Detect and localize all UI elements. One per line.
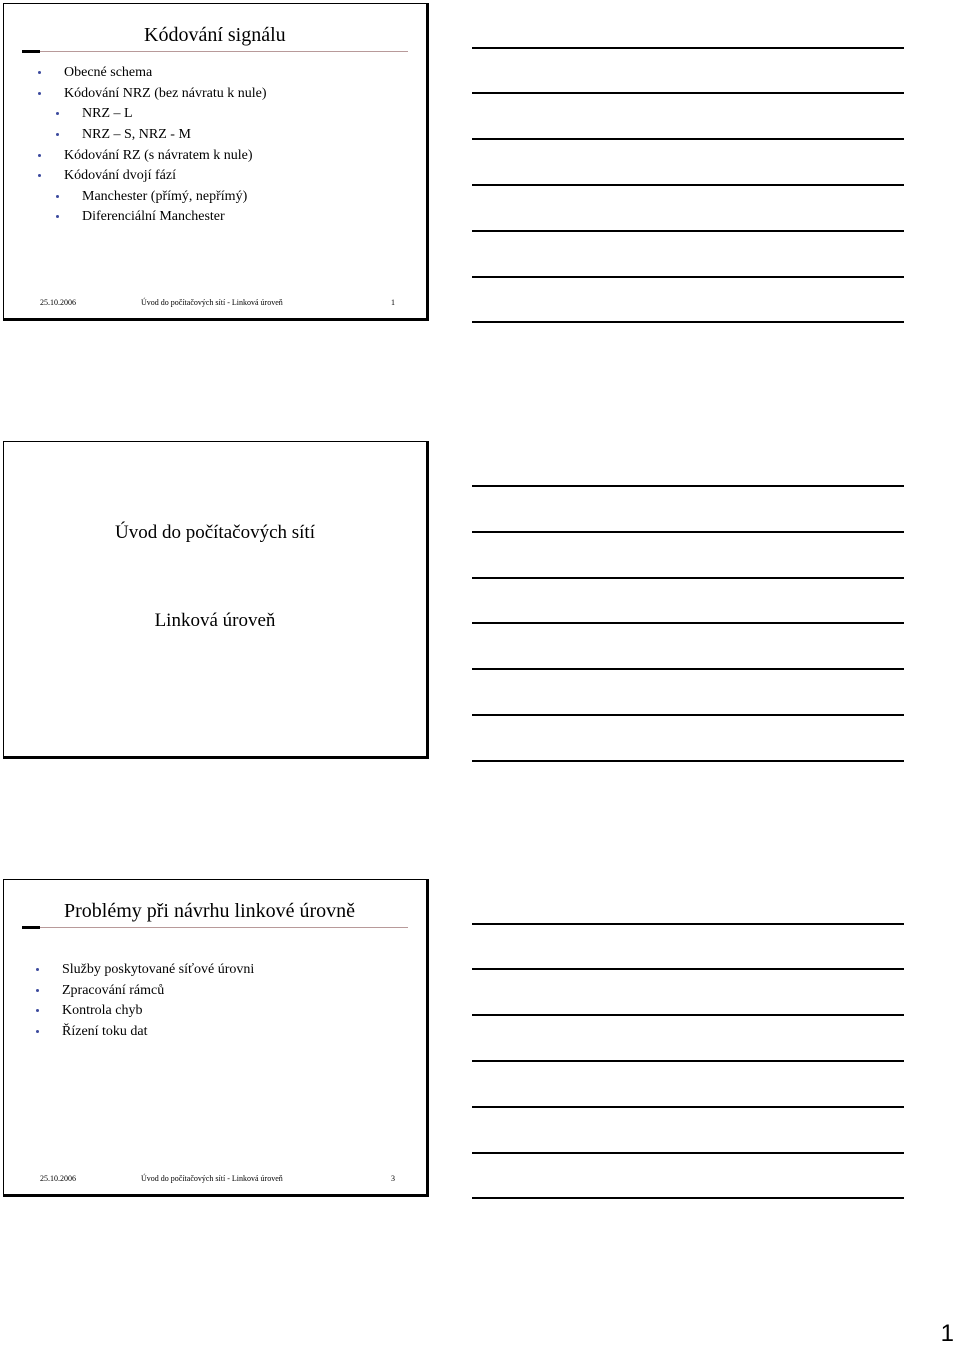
title-rule (40, 51, 408, 52)
note-line (472, 1060, 904, 1062)
bullet-dot-icon (56, 215, 59, 218)
note-line (472, 92, 904, 94)
bullet-dot-icon (56, 133, 59, 136)
list-item: Kódování dvojí fází (64, 168, 176, 184)
list-item: Kódování NRZ (bez návratu k nule) (64, 86, 267, 102)
footer-slide-number: 3 (391, 1174, 395, 1183)
list-item: NRZ – L (82, 106, 133, 122)
note-line (472, 577, 904, 579)
list-item: Diferenciální Manchester (82, 209, 225, 225)
list-item: Řízení toku dat (62, 1024, 148, 1040)
note-line (472, 47, 904, 49)
note-line (472, 1106, 904, 1108)
slide-2 (3, 441, 429, 759)
note-line (472, 276, 904, 278)
note-line (472, 714, 904, 716)
note-line (472, 668, 904, 670)
bullet-dot-icon (38, 154, 41, 157)
bullet-dot-icon (36, 989, 39, 992)
note-line (472, 230, 904, 232)
title-rule (40, 927, 408, 928)
slide-title: Problémy při návrhu linkové úrovně (64, 900, 356, 922)
list-item: Manchester (přímý, nepřímý) (82, 189, 247, 205)
list-item: NRZ – S, NRZ - M (82, 127, 191, 143)
note-line (472, 968, 904, 970)
footer-course: Úvod do počítačových sítí - Linková úroveň (141, 1174, 283, 1183)
note-line (472, 1152, 904, 1154)
slide-title: Kódování signálu (144, 24, 286, 46)
bullet-dot-icon (38, 92, 41, 95)
list-item: Služby poskytované síťové úrovni (62, 962, 254, 978)
presentation-subtitle: Linková úroveň (154, 610, 276, 631)
bullet-dot-icon (36, 1009, 39, 1012)
footer-slide-number: 1 (391, 298, 395, 307)
list-item: Kódování RZ (s návratem k nule) (64, 148, 253, 164)
bullet-dot-icon (36, 1030, 39, 1033)
bullet-dot-icon (36, 968, 39, 971)
list-item: Kontrola chyb (62, 1003, 142, 1019)
note-line (472, 485, 904, 487)
slide-1 (3, 3, 429, 321)
bullet-dot-icon (56, 195, 59, 198)
note-line (472, 622, 904, 624)
footer-date: 25.10.2006 (40, 298, 76, 307)
presentation-title: Úvod do počítačových sítí (115, 522, 315, 543)
note-line (472, 138, 904, 140)
bullet-dot-icon (38, 71, 41, 74)
footer-course: Úvod do počítačových sítí - Linková úroveň (141, 298, 283, 307)
title-marker (22, 50, 40, 53)
title-marker (22, 926, 40, 929)
note-line (472, 1197, 904, 1199)
note-line (472, 184, 904, 186)
note-line (472, 760, 904, 762)
bullet-dot-icon (38, 174, 41, 177)
note-line (472, 531, 904, 533)
note-line (472, 923, 904, 925)
note-line (472, 1014, 904, 1016)
slide-3 (3, 879, 429, 1197)
bullet-dot-icon (56, 112, 59, 115)
footer-date: 25.10.2006 (40, 1174, 76, 1183)
page-number: 1 (940, 1320, 954, 1347)
note-line (472, 321, 904, 323)
list-item: Zpracování rámců (62, 983, 164, 999)
list-item: Obecné schema (64, 65, 152, 81)
